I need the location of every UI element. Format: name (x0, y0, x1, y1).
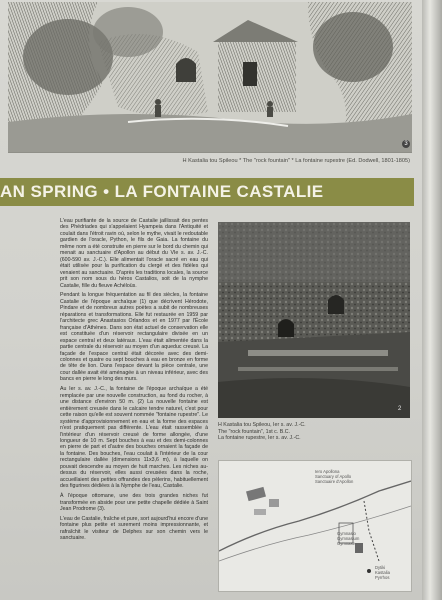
board-frame-rail (422, 0, 442, 600)
map-label: Dytiki (375, 565, 386, 570)
map-label: Kastalia (375, 570, 390, 575)
map-label: Pyrrhos (375, 575, 390, 580)
site-map (218, 460, 412, 592)
body-paragraph: Pendant la longue fréquentation au fil des siècles, la fontaine Castalie de l'époque archaïque (1) que décrivent Hérodote, Pindare et de nombreux autres poètes a subit de nombreuses réparations et transformations. Elle fut restaurée en 1959 par l'architecte grec Anastasios Orlandos et en 1977 par l'École française d'Athènes. Dans son état actuel de conservation elle est constituée d'un réservoir rectangulaire divisée en un espace central et deux latéraux. L'eau était alimentée dans la partie centrale du réservoir au moyen d'un aqueduc creusé. La façade de l'espace central était décorée avec des demi-colonnes et quatre ou sept bouches à eau en bronze en forme de tête de lion. Dans l'espace devant la pièce centrale, une cour dallée avait été aménagée à un niveau inférieur, avec des bancs en pierre le long des murs. (60, 292, 208, 383)
map-label: Sanctuaire d'Apollon (315, 479, 354, 484)
historic-engraving-image (8, 2, 412, 153)
body-paragraph: À l'époque ottomane, une des trois grandes niches fut transformée en abside pour une petite chapelle dédiée à Saint Jean Prodrome (3). (60, 493, 208, 512)
body-paragraph: Au Ier s. av. J.-C., la fontaine de l'époque archaïque a été remplacée par une nouvelle construction, au fond du rocher, à une distance d'environ 50 m. (2) La nouvelle fontaine est entièrement creusée dans le calcaire tendre naturel, c'est pour cette raison qu'elle est souvent nommée "fontaine rupestre". Le système d'approvisionnement en eau et la forme des espaces n'est pratiquement pas différente. L'eau était rassemblée à l'intérieur d'un réservoir creusé de forme allongée, d'une longueur de 10 m. Sept bouches à eau et des demi-colonnes en pierre de part et d'autre des bouches ornaient la façade de la fontaine. Des bouches, l'eau coulait à l'intérieur de la cour rectangulaire dallée (dimensions 11x3,6 m), à laquelle on pouvait descendre au moyen de huit marches. Les niches au-dessus du réservoir, elles aussi creusées dans la roche, accueillaient des petites offrandes des pèlerins, habituellement des figurines dédiées à la Nymphe de l'eau, Castalie. (60, 386, 208, 490)
title-band (0, 178, 414, 206)
body-paragraph: L'eau purifiante de la source de Castalie jaillissait des pentes des Phédriades qui s'appelaient Hyampeia dans l'Antiquité et coulait dans l'étroit ravin où, selon le mythe, vivait le redoutable gardien de l'oracle, Python, le fils de Gaia. La fontaine du même nom a été construite en pierre sur le bord du chemin qui menait au sanctuaire d'Apollon au début du VIe s. av. J.-C. (600-590 av. J.-C.). Elle alimentait l'oracle sacré en eau qui était utilisée pour la purification du clergé et des fidèles qui venaient au sanctuaire. D'après les traditions locales, la source prit son nom sous du héros Castalios, soit de la nymphe Castalie, fille du fleuve Achéloüs. (60, 218, 208, 289)
map-label: Gymnasium (337, 536, 360, 541)
body-paragraph: L'eau de Castalie, fraîche et pure, sort aujourd'hui encore d'une fontaine plus petite et surement moins impressionnante, et rafraîchit le visiteur de Delphes sur son chemin vers le sanctuaire. (60, 515, 208, 542)
caption-line: La fontaine rupestre, Ier s. av. J.-C. (218, 435, 301, 442)
caption-line: The "rock fountain", 1st c. B.C. (218, 428, 291, 435)
rock-fountain-drawing (218, 222, 410, 418)
photo-number: 2 (398, 406, 402, 412)
rock-fountain-photo (218, 222, 410, 418)
photo-caption (218, 422, 410, 442)
plate-number: 3 (402, 140, 410, 148)
body-text-column (60, 218, 208, 598)
engraving-drawing (8, 2, 412, 152)
caption-line: H Kastalia tou Spileou, Ier s. av. J.-C. (218, 422, 306, 428)
map-label: Sanctuary of Apollo (315, 474, 352, 479)
engraving-caption: H Kastalia tou Spileou * The "rock fountain" * La fontaine rupestre (Ed. Dodwell, 1801-1805) (182, 158, 410, 164)
map-label: Gymnase (337, 541, 355, 546)
map-label: Iero Apollona (315, 469, 340, 474)
map-label: Gymnasio (337, 531, 356, 536)
page-title: AN SPRING • LA FONTAINE CASTALIE (0, 182, 324, 201)
